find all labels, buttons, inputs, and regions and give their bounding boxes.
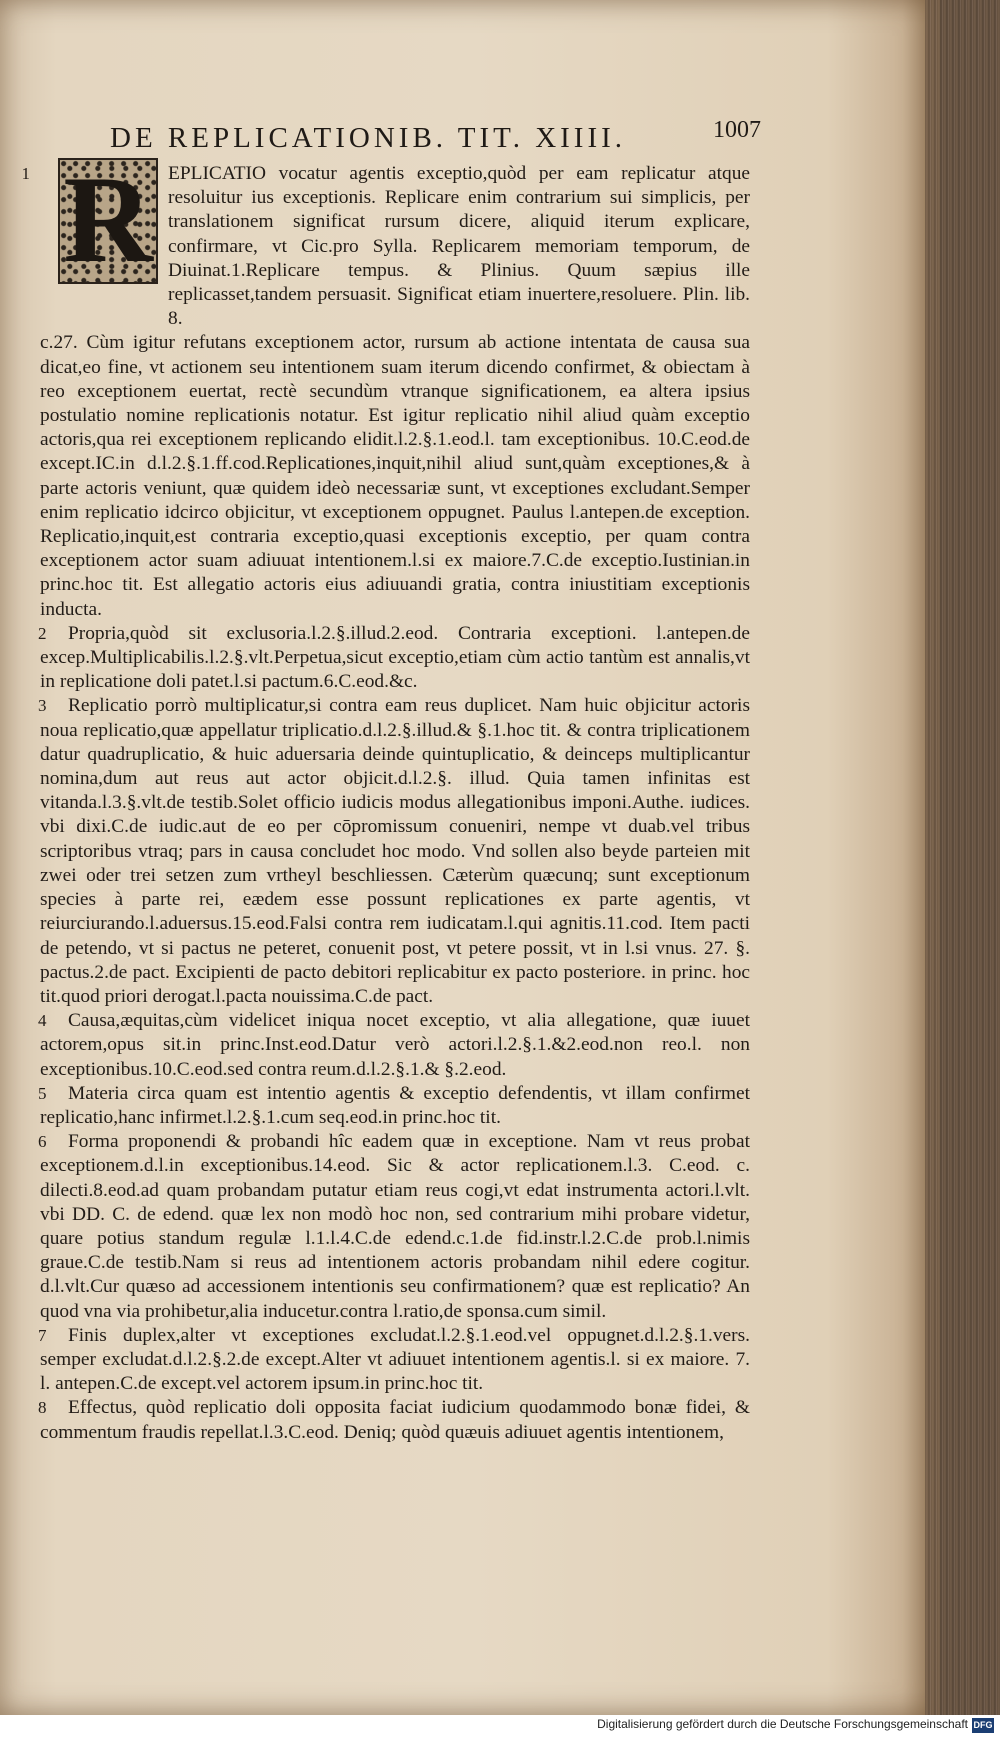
paragraph-text: Propria,quòd sit exclusoria.l.2.§.illud.2.eod. Contraria exceptioni. l.antepen.de excep.Multiplicabilis.l.2.§.vlt.Perpetua,sicut exceptio,etiam cùm actio tantùm est annalis,vt in replicatione doli patet.l.si pactum.6.C.eod.&c. (40, 622, 750, 693)
paragraph-7 (40, 1324, 750, 1397)
paragraph-number: 6 (38, 1132, 47, 1152)
paragraph-number: 5 (38, 1083, 47, 1103)
paragraph-5 (40, 1082, 750, 1130)
paragraph-number: 1 (21, 164, 30, 183)
main-text (21, 162, 750, 1445)
digitization-footer (0, 1715, 1000, 1738)
paragraph-text: Forma proponendi & probandi hîc eadem quæ in exceptione. Nam vt reus probat exceptionem.d.l.in exceptionibus.14.eod. Sic & actor replicationem.l.3. C.eod. c. dilecti.8.eod.ad quam probandam putatur etiam reus cogi,vt edat instrumenta actori.l.vlt. vbi DD. C. de edend. quæ lex non modò hoc non, sed contrarium mihi probare videtur, quare potius standum regulæ l.1.l.4.C.de edend.c.1.de fid.instr.l.2.C.de prob.l.nimis graue.C.de testib.Nam si reus ad intentionem actoris probandam nihil edere cogitur. d.l.vlt.Cur quæso ad accessionem intentionis seu confirmationem? quæ est replicatio? An quod vna via prohibetur,alia inducetur.contra l.ratio,de sponsa.cum simil. (40, 1131, 750, 1322)
initial-letter: R (63, 151, 153, 288)
paragraph-number: 4 (38, 1011, 47, 1031)
paragraph-text: Replicatio porrò multiplicatur,si contra eam reus duplicet. Nam huic objicitur actoris noua replicatio,quæ appellatur triplicatio.d.l.2.§.illud.& §.1.hoc tit. & contra triplicationem datur quadruplicatio, & huic aduersaria deinde quintuplicatio, & deinceps multiplicantur nomina,dum aut reus aut actor objicit.d.l.2.§. illud. Quia tamen infinitas est vitanda.l.3.§.vlt.de testib.Solet officio iudicis modus allegationibus imponi.Authe. iudices. vbi dixi.C.de iudic.aut de eo per cōpromissum conueniri, nempe vt duab.vel tribus scriptoribus vtraq; pars in causa concludet hoc modo. Vnd sollen also beyde parteien mit zwei oder trei setzen zum vrtheyl beschliessen. Cæterùm quæcunq; sunt exceptionum species à parte rei, eædem esse possunt replicationes ex parte agentis, vt reiurciurando.l.aduersus.15.eod.Falsi contra rem iudicatam.l.qui agnitis.11.cod. Item pacti de petendo, vt si pactus ne peteret, conuenit post, vt petere possit, vt in l.si vnus. 27. §. pactus.2.de pact. Excipienti de pacto debitori replicabitur ex pacto posteriore. in princ. hoc tit.quod priori derogat.l.pacta nouissima.C.de pact. (40, 695, 750, 1007)
dfg-logo: DFG (972, 1718, 994, 1733)
footer-credit: Digitalisierung gefördert durch die Deutsche Forschungsgemeinschaft (597, 1717, 968, 1731)
paragraph-number: 3 (38, 696, 47, 716)
running-head: DE REPLICATIONIB. TIT. XIIII. (110, 122, 627, 154)
paragraph-number: 7 (38, 1325, 47, 1345)
paragraph-8 (40, 1396, 750, 1444)
paragraph-lead: EPLICATIO vocatur agentis exceptio,quòd per eam replicatur atque resoluitur ius exceptionis. Replicare enim contrarium sui simplicis, per translationem significat rursum dicere, aliquid iterum explicare, confirmare, vt Cic.pro Sylla. Replicarem memoriam temporum, de Diuinat.1.Replicare tempus. & Plinius. Quum sæpius ille replicasset,tandem persuasit. Significat etiam inuertere,resoluere. Plin. lib. 8. (168, 163, 750, 330)
page-number: 1007 (713, 117, 761, 143)
paragraph-text: c.27. Cùm igitur refutans exceptionem actor, rursum ab actione intentata de causa sua dicat,eo fine, vt actionem seu intentionem suam iterum dicendo confirmet, & obiectam à reo exceptionem euertat, rectè secundùm vtranque significationem, ea altera ipsius postulatio nomine replicationis notatur. Est igitur replicatio nihil aliud quàm exceptio actoris,qua rei exceptionem replicando elidit.l.2.§.1.eod.l. tam exceptionibus. 10.C.eod.de except.IC.in d.l.2.§.1.ff.cod.Replicationes,inquit,nihil aliud sunt,quàm exceptiones,& à parte actoris veniunt, quæ quidem ideò necessariæ sunt, vt exceptiones excludant.Semper enim replicatio idcirco objicitur, vt exceptionem oppugnet. Paulus l.antepen.de exception. Replicatio,inquit,est contraria exceptio,quasi exceptionis exceptio, per quam contra exceptionem actor suam adiuuat intentionem.l.si ex maiore.7.C.de exceptio.Iustinian.in princ.hoc tit. Est allegatio actoris eius adiuuandi gratia, contra iniustitiam exceptionis inducta. (40, 332, 750, 620)
paragraph-text: Materia circa quam est intentio agentis & exceptio defendentis, vt illam confirmet replicatio,hanc infirmet.l.2.§.1.cum seq.eod.in princ.hoc tit. (40, 1082, 750, 1128)
paragraph-text: Causa,æquitas,cùm videlicet iniqua nocet exceptio, vt alia allegatione, quæ iuuet actorem,opus sit.in princ.Inst.eod.Datur verò actori.l.2.§.1.&2.eod.non reo.l. non exceptionibus.10.C.eod.sed contra reum.d.l.2.§.1.& §.2.eod. (40, 1010, 750, 1080)
paragraph-4 (40, 1009, 750, 1082)
paragraph-text: Effectus, quòd replicatio doli opposita faciat iudicium quodammodo bonæ fidei, & commentum fraudis repellat.l.3.C.eod. Deniq; quòd quæuis adiuuet agentis intentionem, (40, 1397, 750, 1443)
paragraph-6 (40, 1130, 750, 1324)
paragraph-number: 2 (38, 623, 47, 643)
paragraph-text: Finis duplex,alter vt exceptiones excludat.l.2.§.1.eod.vel oppugnet.d.l.2.§.1.vers. semper excludat.d.l.2.§.2.de except.Alter vt adiuuet intentionem agentis.l. si ex maiore. 7. l. antepen.C.de except.vel actorem ipsum.in princ.hoc tit. (40, 1324, 750, 1395)
paragraph-1 (21, 162, 750, 622)
paragraph-3 (40, 694, 750, 1009)
paragraph-2 (40, 622, 750, 695)
paragraph-number: 8 (38, 1398, 47, 1418)
page-edge (925, 0, 1000, 1715)
